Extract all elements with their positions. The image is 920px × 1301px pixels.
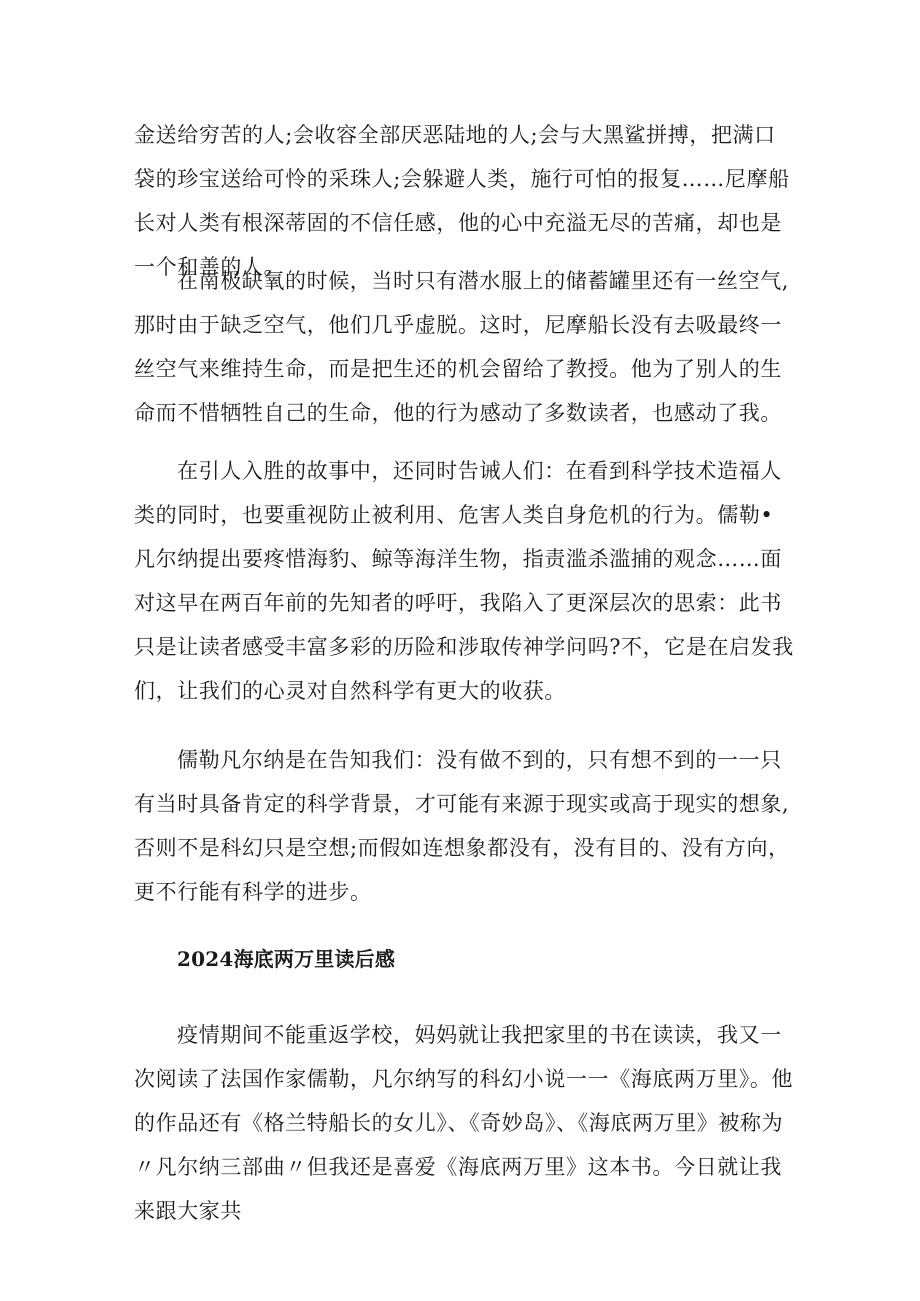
paragraph-3: 在引人入胜的故事中，还同时告诫人们：在看到科学技术造福人类的同时，也要重视防止被利用、危害人类自身危机的行为。儒勒•凡尔纳提出要疼惜海豹、鲸等海洋生物，指责滥杀滥捕的观念……面对这早在两百年前的先知者的呼吁，我陷入了更深层次的思索：此书只是让读者感受丰富多彩的历险和涉取传神学问吗?不，它是在启发我们，让我们的心灵对自然科学有更大的收获。 xyxy=(134,459,794,703)
paragraph-1: 金送给穷苦的人;会收容全部厌恶陆地的人;会与大黑鲨拼搏，把满口袋的珍宝送给可怜的采珠人;会躲避人类，施行可怕的报复……尼摩船长对人类有根深蒂固的不信任感，他的心中充溢无尽的苦痛，却也是一个和善的人。 xyxy=(134,123,790,279)
paragraph-5: 疫情期间不能重返学校，妈妈就让我把家里的书在读读，我又一次阅读了法国作家儒勒，凡尔纳写的科幻小说一一《海底两万里》。他的作品还有《格兰特船长的女儿》、《奇妙岛》、《海底两万里》被称为〃凡尔纳三部曲〃但我还是喜爱《海底两万里》这本书。今日就让我来跟大家共 xyxy=(134,1023,794,1223)
paragraph-4: 儒勒凡尔纳是在告知我们：没有做不到的，只有想不到的一一只有当时具备肯定的科学背景，才可能有来源于现实或高于现实的想象,否则不是科幻只是空想;而假如连想象都没有，没有目的、没有方向，更不行能有科学的进步。 xyxy=(134,748,790,904)
section-heading: 2024海底两万里读后感 xyxy=(177,947,396,971)
paragraph-2: 在南极缺氧的时候，当时只有潜水服上的储蓄罐里还有一丝空气,那时由于缺乏空气，他们几乎虚脱。这时，尼摩船长没有去吸最终一丝空气来维持生命，而是把生还的机会留给了教授。他为了别人的生命而不惜牺牲自己的生命，他的行为感动了多数读者，也感动了我。 xyxy=(134,269,790,425)
